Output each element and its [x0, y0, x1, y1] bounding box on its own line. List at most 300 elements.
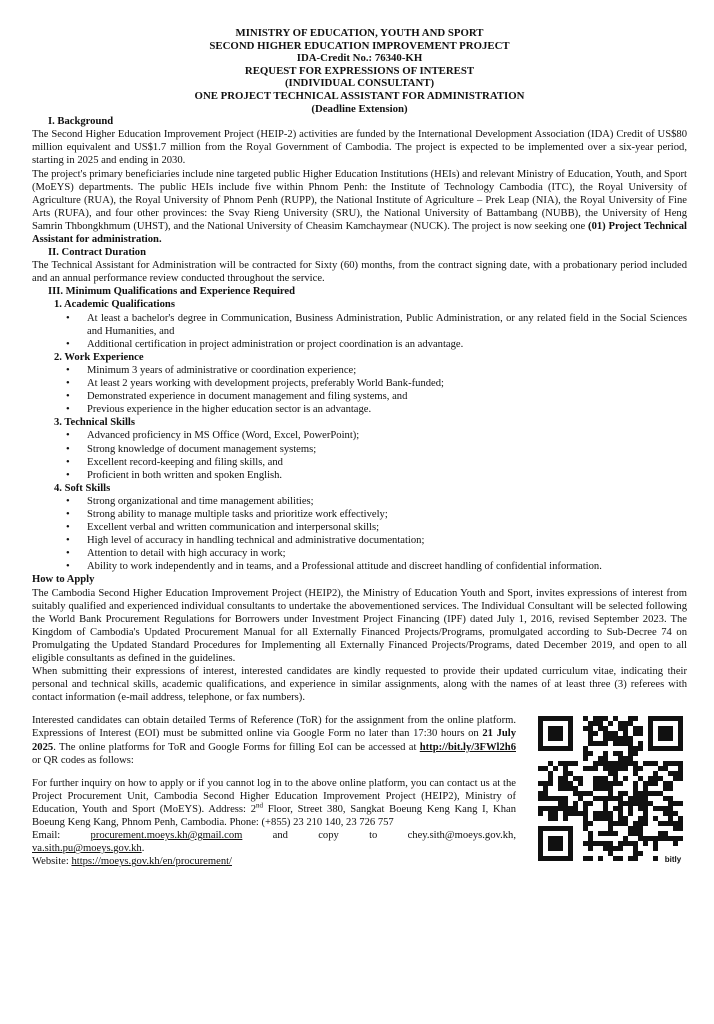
qr-module — [538, 766, 543, 771]
qr-module — [608, 851, 613, 856]
contact-text — [32, 714, 516, 868]
email-to: to — [369, 830, 378, 842]
bullet-icon: • — [66, 535, 70, 547]
qr-module — [548, 781, 553, 786]
list-item-text: Advanced proficiency in MS Office (Word, Excel, PowerPoint); — [87, 430, 360, 442]
qr-module — [538, 806, 543, 811]
qr-module — [638, 806, 643, 811]
bullet-icon: • — [66, 378, 70, 390]
list-item-text: At least 2 years working with development projects, preferably World Bank-funded; — [87, 378, 444, 390]
website-link[interactable]: https://moeys.gov.kh/en/procurement/ — [71, 856, 232, 868]
qr-module — [558, 801, 563, 806]
qr-module — [593, 721, 598, 726]
list-item — [32, 429, 687, 442]
qr-module — [578, 791, 583, 796]
qr-module — [593, 796, 598, 801]
qr-module — [598, 831, 603, 836]
qr-module — [653, 816, 658, 821]
qr-module — [653, 761, 658, 766]
qr-module — [588, 836, 593, 841]
qr-module — [633, 796, 638, 801]
email-row — [32, 829, 516, 842]
qr-module — [668, 821, 673, 826]
qr-module — [638, 741, 643, 746]
p3-text-b: . The online platforms for ToR and Google Forms for filling EoI can be accessed at — [53, 741, 420, 753]
position-title: ONE PROJECT TECHNICAL ASSISTANT FOR ADMINISTRATION — [194, 89, 525, 102]
qr-module — [653, 836, 658, 841]
qr-module — [623, 761, 628, 766]
qr-module — [603, 756, 608, 761]
qr-module — [573, 801, 578, 806]
qr-module — [618, 821, 623, 826]
academic-heading: 1. Academic Qualifications — [54, 299, 175, 311]
qr-module — [648, 791, 653, 796]
qr-module — [588, 731, 593, 736]
qr-module — [583, 726, 588, 731]
bullet-icon: • — [66, 430, 70, 442]
how-to-apply-paragraph-3 — [32, 714, 516, 766]
qr-module — [638, 816, 643, 821]
qr-module — [578, 776, 583, 781]
bitly-link[interactable]: http://bit.ly/3FWl2h6 — [419, 741, 516, 753]
qr-module — [633, 856, 638, 861]
qr-module — [618, 846, 623, 851]
qr-module — [658, 836, 663, 841]
qr-module — [643, 786, 648, 791]
list-item-text: At least a bachelor's degree in Communication, Business Administration, Public Administration, or any related field in the Social Sciences and Humanities, and — [87, 312, 687, 337]
qr-module — [588, 846, 593, 851]
qr-module — [543, 766, 548, 771]
qr-module — [643, 791, 648, 796]
qr-module — [618, 751, 623, 756]
qr-module — [598, 841, 603, 846]
qr-module — [678, 766, 683, 771]
qr-module — [573, 811, 578, 816]
qr-module — [638, 791, 643, 796]
qr-module — [593, 716, 598, 721]
qr-module — [613, 806, 618, 811]
qr-module — [668, 801, 673, 806]
list-item-text: Proficient in both written and spoken English. — [87, 469, 283, 481]
qr-module — [643, 781, 648, 786]
qr-module — [548, 761, 553, 766]
qr-module — [563, 781, 568, 786]
p3-text-c: or QR codes as follows: — [32, 754, 134, 766]
qr-module — [608, 826, 613, 831]
qr-module — [668, 811, 673, 816]
qr-module — [603, 761, 608, 766]
qr-module — [538, 811, 543, 816]
qr-module — [628, 806, 633, 811]
qr-module — [663, 761, 668, 766]
qr-module — [633, 771, 638, 776]
qr-module — [623, 766, 628, 771]
qr-module — [628, 736, 633, 741]
qr-module — [583, 821, 588, 826]
qr-module — [613, 821, 618, 826]
technical-skills-heading: 3. Technical Skills — [54, 417, 135, 429]
qr-module — [568, 781, 573, 786]
qr-module — [608, 781, 613, 786]
document-header — [32, 27, 687, 115]
qr-module — [608, 791, 613, 796]
qr-module — [593, 811, 598, 816]
qr-module — [593, 786, 598, 791]
qr-module — [583, 816, 588, 821]
website-row — [32, 855, 516, 868]
qr-module — [583, 766, 588, 771]
qr-module — [593, 741, 598, 746]
qr-module — [633, 851, 638, 856]
qr-module — [588, 856, 593, 861]
qr-module — [613, 731, 618, 736]
qr-module — [638, 801, 643, 806]
qr-module — [583, 841, 588, 846]
qr-module — [663, 836, 668, 841]
qr-module — [673, 811, 678, 816]
list-item — [32, 495, 687, 508]
qr-module — [598, 756, 603, 761]
qr-module — [568, 761, 573, 766]
qr-module — [673, 771, 678, 776]
qr-module — [613, 846, 618, 851]
qr-module — [568, 771, 573, 776]
qr-module — [618, 811, 623, 816]
bullet-icon: • — [66, 443, 70, 455]
qr-module — [598, 796, 603, 801]
list-item — [32, 312, 687, 338]
request-title: REQUEST FOR EXPRESSIONS OF INTEREST — [244, 64, 475, 77]
list-item — [32, 390, 687, 403]
qr-module — [613, 716, 618, 721]
qr-module — [633, 746, 638, 751]
qr-module — [608, 816, 613, 821]
qr-module — [598, 741, 603, 746]
work-experience-heading: 2. Work Experience — [54, 351, 144, 363]
contract-heading: II. Contract Duration — [48, 247, 146, 259]
qr-brand-label: bitly — [664, 855, 682, 865]
work-experience-list — [32, 364, 687, 416]
list-item — [32, 443, 687, 456]
qr-module — [543, 796, 548, 801]
qr-module — [608, 811, 613, 816]
academic-list — [32, 312, 687, 351]
qr-module — [663, 786, 668, 791]
qr-module — [623, 791, 628, 796]
list-item — [32, 377, 687, 390]
bullet-icon: • — [66, 548, 70, 560]
qr-module — [608, 771, 613, 776]
qr-module — [588, 821, 593, 826]
qr-module — [663, 831, 668, 836]
list-item — [32, 547, 687, 560]
qr-module — [678, 821, 683, 826]
list-item-text: Strong ability to manage multiple tasks and prioritize work effectively; — [87, 508, 388, 520]
bullet-icon: • — [66, 338, 70, 350]
qr-module — [553, 806, 558, 811]
email-link-va[interactable]: va.sith.pu@moeys.gov.kh — [32, 843, 142, 855]
qr-module — [548, 776, 553, 781]
qr-module — [673, 776, 678, 781]
qr-module — [643, 811, 648, 816]
qr-module — [593, 766, 598, 771]
qr-module — [603, 846, 608, 851]
qr-module — [648, 836, 653, 841]
qr-module — [633, 781, 638, 786]
qr-module — [543, 786, 548, 791]
credit-number: IDA-Credit No.: 76340-KH — [296, 52, 423, 65]
qr-module — [618, 781, 623, 786]
list-item-text: Minimum 3 years of administrative or coordination experience; — [87, 364, 357, 376]
qr-module — [618, 791, 623, 796]
qr-module — [603, 726, 608, 731]
qr-module — [588, 841, 593, 846]
qr-module — [593, 731, 598, 736]
qr-module — [648, 776, 653, 781]
technical-skills-list — [32, 429, 687, 481]
qr-module — [588, 801, 593, 806]
qr-code-icon — [534, 712, 687, 865]
qr-module — [553, 796, 558, 801]
qr-module — [593, 776, 598, 781]
list-item-text: High level of accuracy in handling technical and administrative documentation; — [87, 535, 425, 547]
qr-module — [593, 781, 598, 786]
qr-module — [633, 761, 638, 766]
list-item-text: Previous experience in the higher education sector is an advantage. — [87, 404, 372, 416]
qr-module — [613, 761, 618, 766]
qr-module — [578, 781, 583, 786]
qr-module — [608, 766, 613, 771]
qr-module — [588, 831, 593, 836]
qr-module — [668, 786, 673, 791]
qr-module — [648, 761, 653, 766]
qr-module — [558, 786, 563, 791]
qr-module — [633, 801, 638, 806]
qr-module — [658, 766, 663, 771]
qr-module — [653, 846, 658, 851]
qr-module — [603, 796, 608, 801]
qr-module — [558, 781, 563, 786]
qr-module — [538, 796, 543, 801]
qr-module — [628, 796, 633, 801]
qr-module — [623, 721, 628, 726]
qr-module — [563, 811, 568, 816]
qr-module — [628, 801, 633, 806]
qr-module — [583, 716, 588, 721]
qr-module — [583, 826, 588, 831]
list-item-text: Excellent verbal and written communication and interpersonal skills; — [87, 522, 380, 534]
qr-module — [618, 806, 623, 811]
qr-module — [613, 781, 618, 786]
qr-module — [638, 746, 643, 751]
qr-module — [613, 736, 618, 741]
qr-module — [568, 806, 573, 811]
qr-module — [633, 766, 638, 771]
qr-module — [573, 761, 578, 766]
list-item-text: Strong organizational and time management abilities; — [87, 495, 314, 507]
qr-module — [623, 836, 628, 841]
email-link-procurement[interactable]: procurement.moeys.kh@gmail.com — [90, 830, 243, 842]
qr-module — [633, 791, 638, 796]
qr-module — [578, 796, 583, 801]
qr-module — [578, 811, 583, 816]
qr-module — [618, 856, 623, 861]
qr-module — [623, 816, 628, 821]
qr-module — [603, 831, 608, 836]
qr-module — [633, 751, 638, 756]
qr-module — [583, 801, 588, 806]
qr-module — [653, 841, 658, 846]
qr-module — [613, 766, 618, 771]
qr-module — [653, 776, 658, 781]
qr-module — [548, 771, 553, 776]
bullet-icon: • — [66, 364, 70, 376]
qr-module — [553, 766, 558, 771]
qr-module — [563, 776, 568, 781]
qr-module — [638, 821, 643, 826]
qr-module — [618, 796, 623, 801]
qr-module — [663, 811, 668, 816]
qr-module — [568, 786, 573, 791]
qr-module — [563, 786, 568, 791]
qr-module — [628, 761, 633, 766]
qr-module — [628, 721, 633, 726]
qr-module — [563, 761, 568, 766]
qr-module — [558, 806, 563, 811]
qr-module — [588, 721, 593, 726]
email-and: and — [272, 830, 288, 842]
list-item — [32, 364, 687, 377]
qr-module — [638, 731, 643, 736]
qr-module — [623, 736, 628, 741]
qr-module — [618, 756, 623, 761]
qr-module — [583, 746, 588, 751]
qr-module — [548, 816, 553, 821]
qr-module — [668, 761, 673, 766]
qr-module — [643, 836, 648, 841]
qr-module — [563, 796, 568, 801]
qr-module — [663, 796, 668, 801]
qr-module — [608, 786, 613, 791]
qr-module — [623, 801, 628, 806]
qr-module — [588, 751, 593, 756]
qr-module — [543, 781, 548, 786]
qr-module — [618, 841, 623, 846]
qr-module — [563, 816, 568, 821]
qr-module — [593, 816, 598, 821]
qr-module — [668, 836, 673, 841]
qr-module — [603, 776, 608, 781]
list-item-text: Ability to work independently and in teams, and a Professional attitude and discreet handling of confidential information. — [87, 561, 602, 573]
list-item-text: Excellent record-keeping and filing skills, and — [87, 456, 283, 468]
qr-module — [548, 806, 553, 811]
deadline-date: 21 July 2025 — [32, 728, 516, 753]
email-period: . — [141, 843, 145, 855]
qr-module — [603, 736, 608, 741]
qr-module — [598, 716, 603, 721]
qr-module — [608, 841, 613, 846]
list-item — [32, 456, 687, 469]
qr-module — [553, 816, 558, 821]
ministry-title: MINISTRY OF EDUCATION, YOUTH AND SPORT — [235, 27, 484, 39]
qr-module — [638, 851, 643, 856]
qr-module — [628, 716, 633, 721]
qr-module — [633, 841, 638, 846]
qr-module — [633, 731, 638, 736]
qr-module — [623, 776, 628, 781]
qr-module — [608, 846, 613, 851]
qr-module — [663, 806, 668, 811]
qr-module — [563, 801, 568, 806]
qr-module — [673, 821, 678, 826]
qr-module — [543, 791, 548, 796]
qr-module — [618, 741, 623, 746]
qr-module — [678, 801, 683, 806]
list-item — [32, 534, 687, 547]
qr-module — [638, 826, 643, 831]
qr-module — [613, 796, 618, 801]
list-item — [32, 469, 687, 482]
list-item — [32, 403, 687, 416]
qr-module — [598, 726, 603, 731]
bullet-icon: • — [66, 404, 70, 416]
email-label: Email: — [32, 830, 61, 842]
qr-module — [613, 831, 618, 836]
qr-module — [638, 726, 643, 731]
qr-module — [613, 771, 618, 776]
qr-module — [653, 791, 658, 796]
document-page — [32, 27, 687, 868]
bullet-icon: • — [66, 456, 70, 468]
qr-module — [583, 856, 588, 861]
qr-module — [648, 781, 653, 786]
list-item-text: Additional certification in project administration or project coordination is an advantage. — [87, 338, 464, 350]
qr-module — [598, 786, 603, 791]
how-to-apply-heading: How to Apply — [32, 574, 95, 586]
list-item — [32, 508, 687, 521]
qr-module — [658, 791, 663, 796]
qr-code[interactable] — [534, 712, 687, 865]
list-item — [32, 560, 687, 573]
qr-module — [658, 776, 663, 781]
consultant-type: (INDIVIDUAL CONSULTANT) — [284, 77, 435, 90]
qr-module — [628, 751, 633, 756]
qr-module — [628, 831, 633, 836]
qr-module — [603, 781, 608, 786]
list-item-text: Demonstrated experience in document management and filing systems, and — [87, 391, 408, 403]
qr-module — [573, 791, 578, 796]
qr-module — [673, 826, 678, 831]
qualifications-heading: III. Minimum Qualifications and Experience Required — [48, 286, 296, 298]
qr-module — [583, 751, 588, 756]
qr-module — [638, 766, 643, 771]
qr-module — [603, 716, 608, 721]
qr-module — [588, 791, 593, 796]
qr-module — [588, 726, 593, 731]
qr-module — [583, 756, 588, 761]
qr-module — [653, 771, 658, 776]
qr-module — [573, 786, 578, 791]
qr-module — [588, 736, 593, 741]
qr-module — [678, 816, 683, 821]
qr-module — [593, 841, 598, 846]
qr-module — [558, 796, 563, 801]
qr-module — [598, 811, 603, 816]
qr-module — [603, 816, 608, 821]
qr-module — [588, 741, 593, 746]
qr-module — [538, 791, 543, 796]
qr-module — [678, 771, 683, 776]
